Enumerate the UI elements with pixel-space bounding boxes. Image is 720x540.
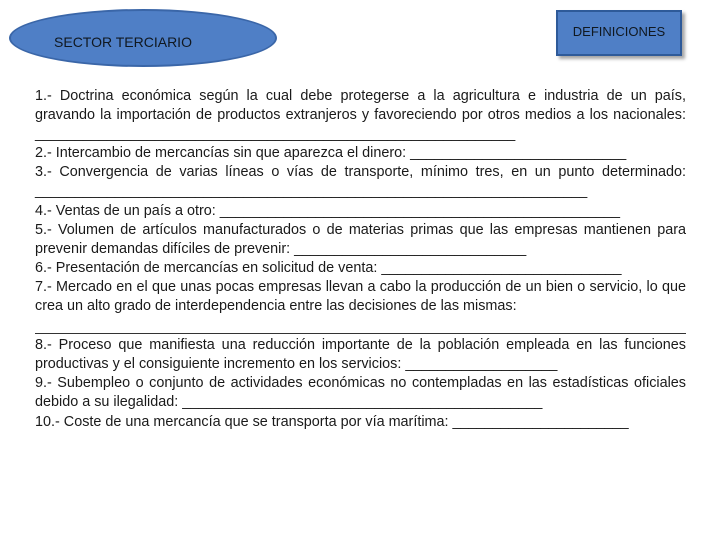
definitions-list — [35, 87, 686, 432]
sector-terciario-ellipse — [9, 9, 277, 67]
definition-item-8: 8.- Proceso que manifiesta una reducción importante de la población empleada en las funciones productivas y el consiguiente incremento en los servicios: ___________________ — [35, 337, 686, 373]
definiciones-box — [556, 10, 682, 56]
definition-item-5: 5.- Volumen de artículos manufacturados o de materias primas que las empresas mantienen para prevenir demandas difíciles de prevenir: _____________________________ — [35, 221, 686, 257]
definition-item-10: 10.- Coste de una mercancía que se transporta por vía marítima: ______________________ — [35, 413, 629, 430]
definitions-title: DEFINICIONES — [572, 23, 666, 39]
sector-title: SECTOR TERCIARIO — [54, 34, 192, 50]
definition-item-4: 4.- Ventas de un país a otro: __________________________________________________ — [35, 202, 620, 219]
definition-item-1: 1.- Doctrina económica según la cual debe protegerse a la agricultura e industria de un país, gravando la importación de productos extranjeros y favoreciendo por otros medios a los nacionales: ____________________________________________________________ — [35, 88, 686, 143]
definition-item-7: 7.- Mercado en el que unas pocas empresas llevan a cabo la producción de un bien o servicio, lo que crea un alto grado de interdependencia entre las decisiones de las mismas: — [35, 278, 686, 315]
definition-item-3: 3.- Convergencia de varias líneas o vías de transporte, mínimo tres, en un punto determinado: _____________________________________________________________________ — [35, 164, 686, 200]
definition-item-6: 6.- Presentación de mercancías en solicitud de venta: ______________________________ — [35, 259, 622, 276]
answer-blank-line — [35, 316, 686, 334]
definition-item-9: 9.- Subempleo o conjunto de actividades económicas no contempladas en las estadísticas oficiales debido a su ilegalidad: _____________________________________________ — [35, 375, 686, 411]
definition-item-2: 2.- Intercambio de mercancías sin que aparezca el dinero: ___________________________ — [35, 145, 627, 162]
